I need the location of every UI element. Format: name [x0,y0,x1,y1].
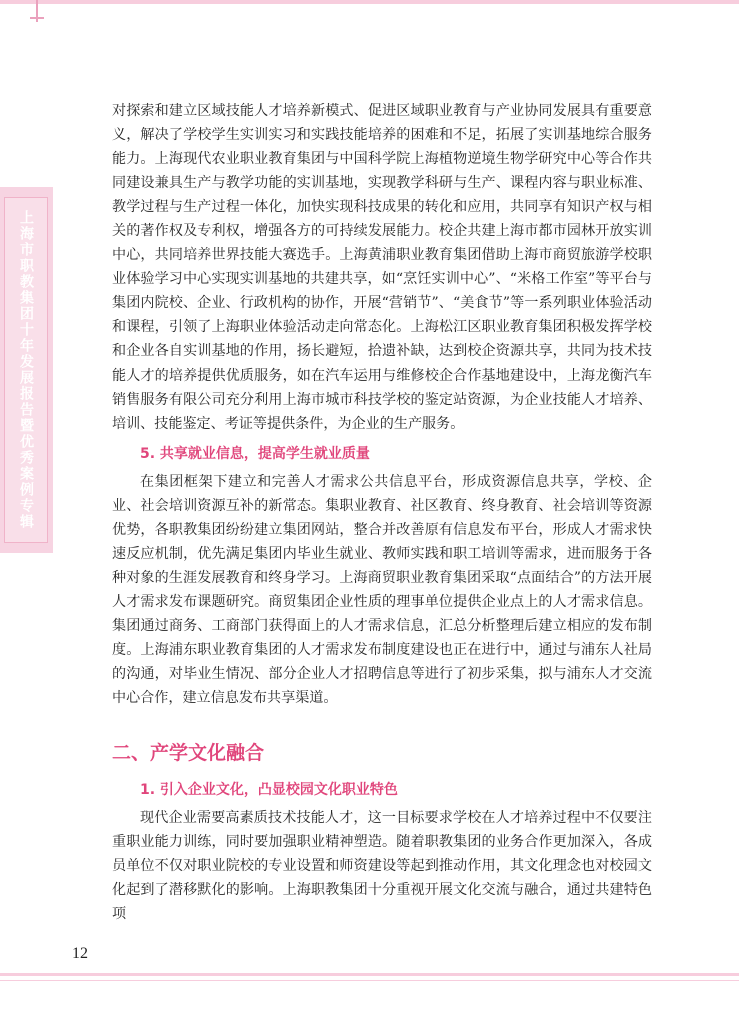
page-number: 12 [72,945,88,962]
page-body [112,99,652,926]
footer-rule [0,973,739,976]
paragraph-2: 在集团框架下建立和完善人才需求公共信息平台，形成资源信息共享，学校、企业、社会培训资源互补的新常态。集职业教育、社区教育、终身教育、社会培训等资源优势，各职教集团纷纷建立集团网站，整合并改善原有信息发布平台，形成人才需求快速反应机制，优先满足集团内毕业生就业、教师实践和职工培训等需求，进而服务于各种对象的生涯发展教育和终身学习。上海商贸职业教育集团采取“点面结合”的方法开展人才需求发布课题研究。商贸集团企业性质的理事单位提供企业点上的人才需求信息。集团通过商务、工商部门获得面上的人才需求信息，汇总分析整理后建立相应的发布制度。上海浦东职业教育集团的人才需求发布制度建设也正在进行中，通过与浦东人社局的沟通，对毕业生情况、部分企业人才招聘信息等进行了初步采集，拟与浦东人才交流中心合作，建立信息发布共享渠道。 [112,473,652,707]
footer-rule-thin [0,980,739,981]
section-heading-2: 二、产学文化融合 [112,742,265,765]
side-tab-title: 上海市职教集团十年发展报告暨优秀案例专辑 [18,210,34,530]
top-decor-tick [30,17,44,19]
subheading-1: 1. 引入企业文化，凸显校园文化职业特色 [140,782,398,799]
top-decor-rule [0,0,739,4]
paragraph-1: 对探索和建立区域技能人才培养新模式、促进区域职业教育与产业协同发展具有重要意义，解决了学校学生实训实习和实践技能培养的困难和不足，拓展了实训基地综合服务能力。上海现代农业职业教育集团与中国科学院上海植物逆境生物学研究中心等合作共同建设兼具生产与教学功能的实训基地，实现教学科研与生产、课程内容与职业标准、教学过程与生产过程一体化，加快实现科技成果的转化和应用，共同享有知识产权与相关的著作权及专利权，增强各方的可持续发展能力。校企共建上海市都市园林开放实训中心，共同培养世界技能大赛选手。上海黄浦职业教育集团借助上海市商贸旅游学校职业体验学习中心实现实训基地的共建共享，如“烹饪实训中心”、“米格工作室”等平台与集团内院校、企业、行政机构的协作，开展“营销节”、“美食节”等一系列职业体验活动和课程，引领了上海职业体验活动走向常态化。上海松江区职业教育集团积极发挥学校和企业各自实训基地的作用，扬长避短，拾遗补缺，达到校企资源共享，共同为技术技能人才的培养提供优质服务，如在汽车运用与维修校企合作基地建设中，上海龙衡汽车销售服务有限公司充分利用上海市城市科技学校的鉴定站资源，为企业技能人才培养、培训、技能鉴定、考证等提供条件，为企业的生产服务。 [112,103,652,432]
subheading-5: 5. 共享就业信息，提高学生就业质量 [140,445,370,462]
paragraph-3: 现代企业需要高素质技术技能人才，这一目标要求学校在人才培养过程中不仅要注重职业能力训练，同时要加强职业精神塑造。随着职教集团的业务合作更加深入，各成员单位不仅对职业院校的专业设置和师资建设等起到推动作用，其文化理念也对校园文化起到了潜移默化的影响。上海职教集团十分重视开展文化交流与融合，通过共建特色项 [112,810,652,923]
side-tab [4,197,48,543]
